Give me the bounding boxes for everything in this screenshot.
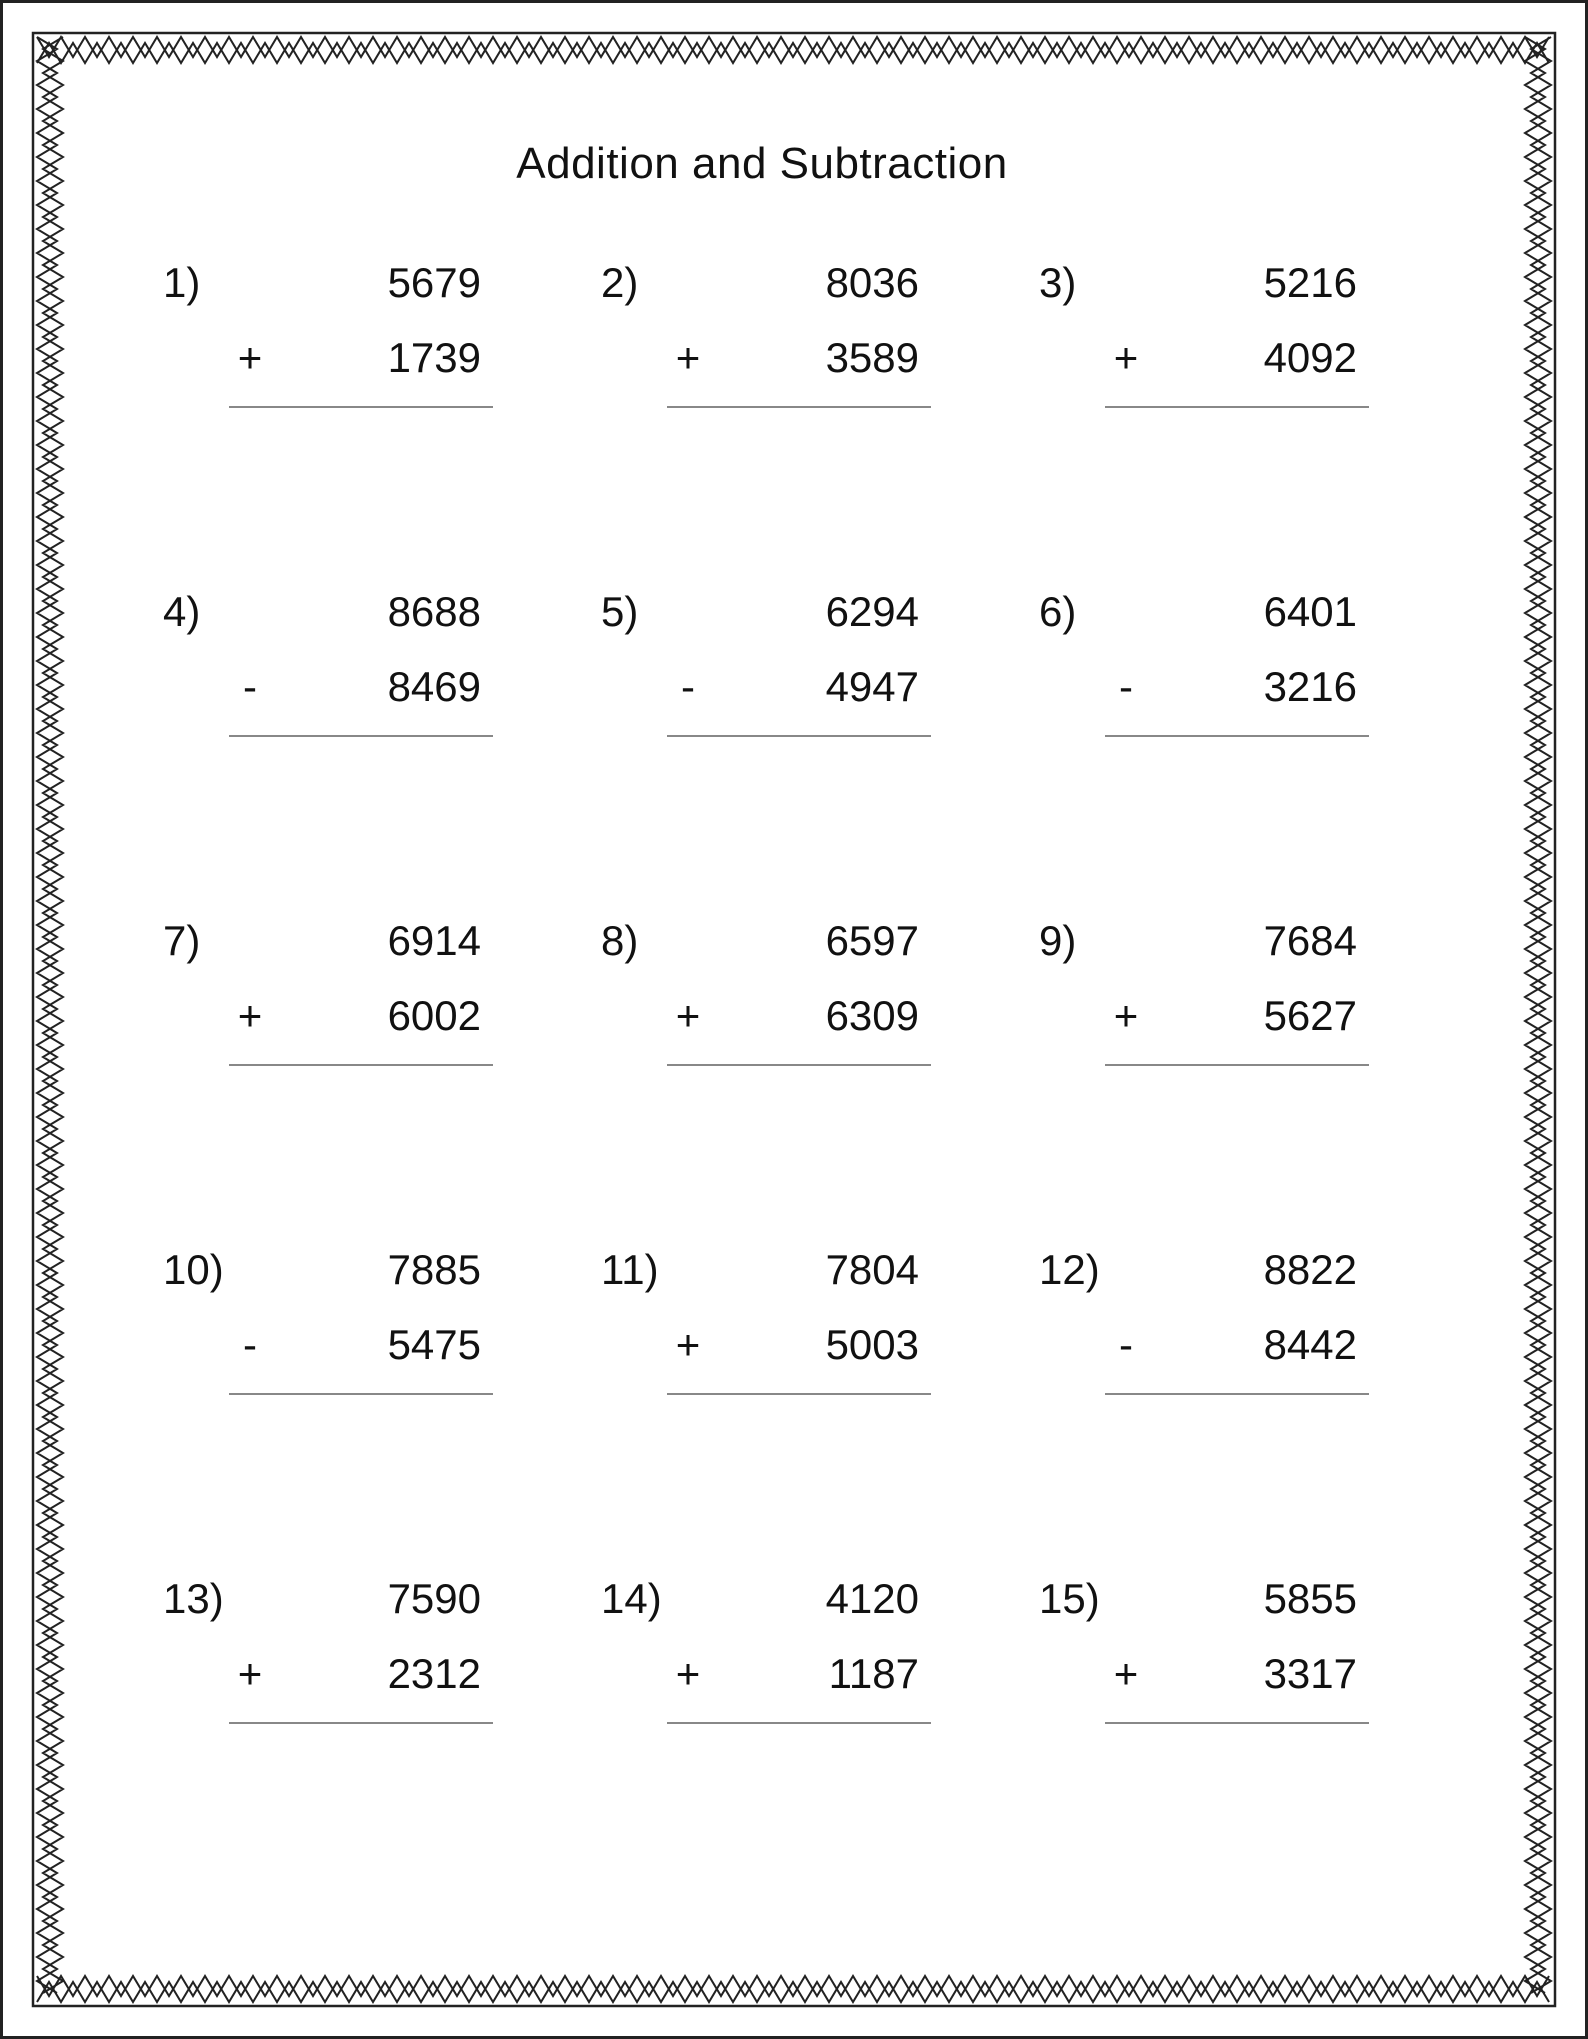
operator-sign: + (675, 992, 701, 1039)
bottom-operand: 3317 (1263, 1650, 1357, 1697)
problem-4 (163, 586, 493, 786)
answer-line (229, 735, 493, 737)
problem-10 (163, 1244, 493, 1444)
problem-number: 1) (163, 259, 201, 306)
operator-sign: + (237, 1650, 263, 1697)
worksheet-title: Addition and Subtraction (516, 139, 1008, 188)
problem-13 (163, 1573, 493, 1773)
border-zigzag-bottom-inner (37, 1976, 1549, 1996)
problem-7 (163, 915, 493, 1115)
answer-line (1105, 1064, 1369, 1066)
problem-14 (601, 1573, 931, 1773)
problem-number: 12) (1039, 1246, 1100, 1293)
top-operand: 5216 (1263, 259, 1357, 306)
operator-sign: + (1113, 1650, 1139, 1697)
top-operand: 8822 (1263, 1246, 1357, 1293)
problem-number: 3) (1039, 259, 1077, 306)
operator-sign: - (1119, 663, 1133, 710)
operator-sign: + (237, 334, 263, 381)
operator-sign: + (675, 334, 701, 381)
problem-3 (1039, 257, 1369, 457)
problem-number: 5) (601, 588, 639, 635)
operator-sign: - (1119, 1321, 1133, 1368)
top-operand: 7804 (825, 1246, 919, 1293)
problem-number: 11) (601, 1246, 659, 1293)
top-operand: 5679 (387, 259, 481, 306)
top-operand: 7590 (387, 1575, 481, 1622)
problem-15 (1039, 1573, 1369, 1773)
top-operand: 6597 (825, 917, 919, 964)
problem-number: 14) (601, 1575, 662, 1622)
answer-line (229, 1722, 493, 1724)
top-operand: 5855 (1263, 1575, 1357, 1622)
top-operand: 6294 (825, 588, 919, 635)
answer-line (667, 1393, 931, 1395)
answer-line (667, 406, 931, 408)
top-operand: 6401 (1263, 588, 1357, 635)
answer-line (1105, 406, 1369, 408)
bottom-operand: 8469 (387, 663, 481, 710)
bottom-operand: 2312 (387, 1650, 481, 1697)
answer-line (1105, 735, 1369, 737)
top-operand: 6914 (387, 917, 481, 964)
top-operand: 8036 (825, 259, 919, 306)
bottom-operand: 1739 (387, 334, 481, 381)
operator-sign: - (243, 663, 257, 710)
problem-number: 9) (1039, 917, 1077, 964)
operator-sign: - (243, 1321, 257, 1368)
problem-number: 15) (1039, 1575, 1100, 1622)
problem-number: 10) (163, 1246, 224, 1293)
top-operand: 8688 (387, 588, 481, 635)
problem-5 (601, 586, 931, 786)
operator-sign: + (237, 992, 263, 1039)
answer-line (229, 1393, 493, 1395)
bottom-operand: 5003 (825, 1321, 919, 1368)
problem-11 (601, 1244, 931, 1444)
border-zigzag-top (37, 37, 1549, 57)
problem-number: 4) (163, 588, 201, 635)
problem-number: 13) (163, 1575, 224, 1622)
bottom-operand: 8442 (1263, 1321, 1357, 1368)
bottom-operand: 1187 (828, 1650, 919, 1697)
top-operand: 7885 (387, 1246, 481, 1293)
problem-1 (163, 257, 493, 457)
operator-sign: + (675, 1321, 701, 1368)
problem-number: 2) (601, 259, 639, 306)
operator-sign: + (675, 1650, 701, 1697)
answer-line (229, 406, 493, 408)
answer-line (1105, 1393, 1369, 1395)
problem-12 (1039, 1244, 1369, 1444)
bottom-operand: 4947 (825, 663, 919, 710)
answer-line (667, 1064, 931, 1066)
bottom-operand: 3589 (825, 334, 919, 381)
bottom-operand: 5627 (1263, 992, 1357, 1039)
answer-line (229, 1064, 493, 1066)
bottom-operand: 4092 (1263, 334, 1357, 381)
problem-9 (1039, 915, 1369, 1115)
bottom-operand: 5475 (387, 1321, 481, 1368)
bottom-operand: 3216 (1263, 663, 1357, 710)
answer-line (1105, 1722, 1369, 1724)
problem-number: 6) (1039, 588, 1077, 635)
problem-number: 7) (163, 917, 201, 964)
answer-line (667, 735, 931, 737)
border-zigzag-top-inner (37, 43, 1549, 63)
top-operand: 4120 (825, 1575, 919, 1622)
bottom-operand: 6002 (387, 992, 481, 1039)
problem-number: 8) (601, 917, 639, 964)
operator-sign: + (1113, 992, 1139, 1039)
border-zigzag-bottom (37, 1982, 1549, 2002)
operator-sign: - (681, 663, 695, 710)
top-operand: 7684 (1263, 917, 1357, 964)
problem-2 (601, 257, 931, 457)
operator-sign: + (1113, 334, 1139, 381)
bottom-operand: 6309 (825, 992, 919, 1039)
problem-6 (1039, 586, 1369, 786)
problem-8 (601, 915, 931, 1115)
answer-line (667, 1722, 931, 1724)
